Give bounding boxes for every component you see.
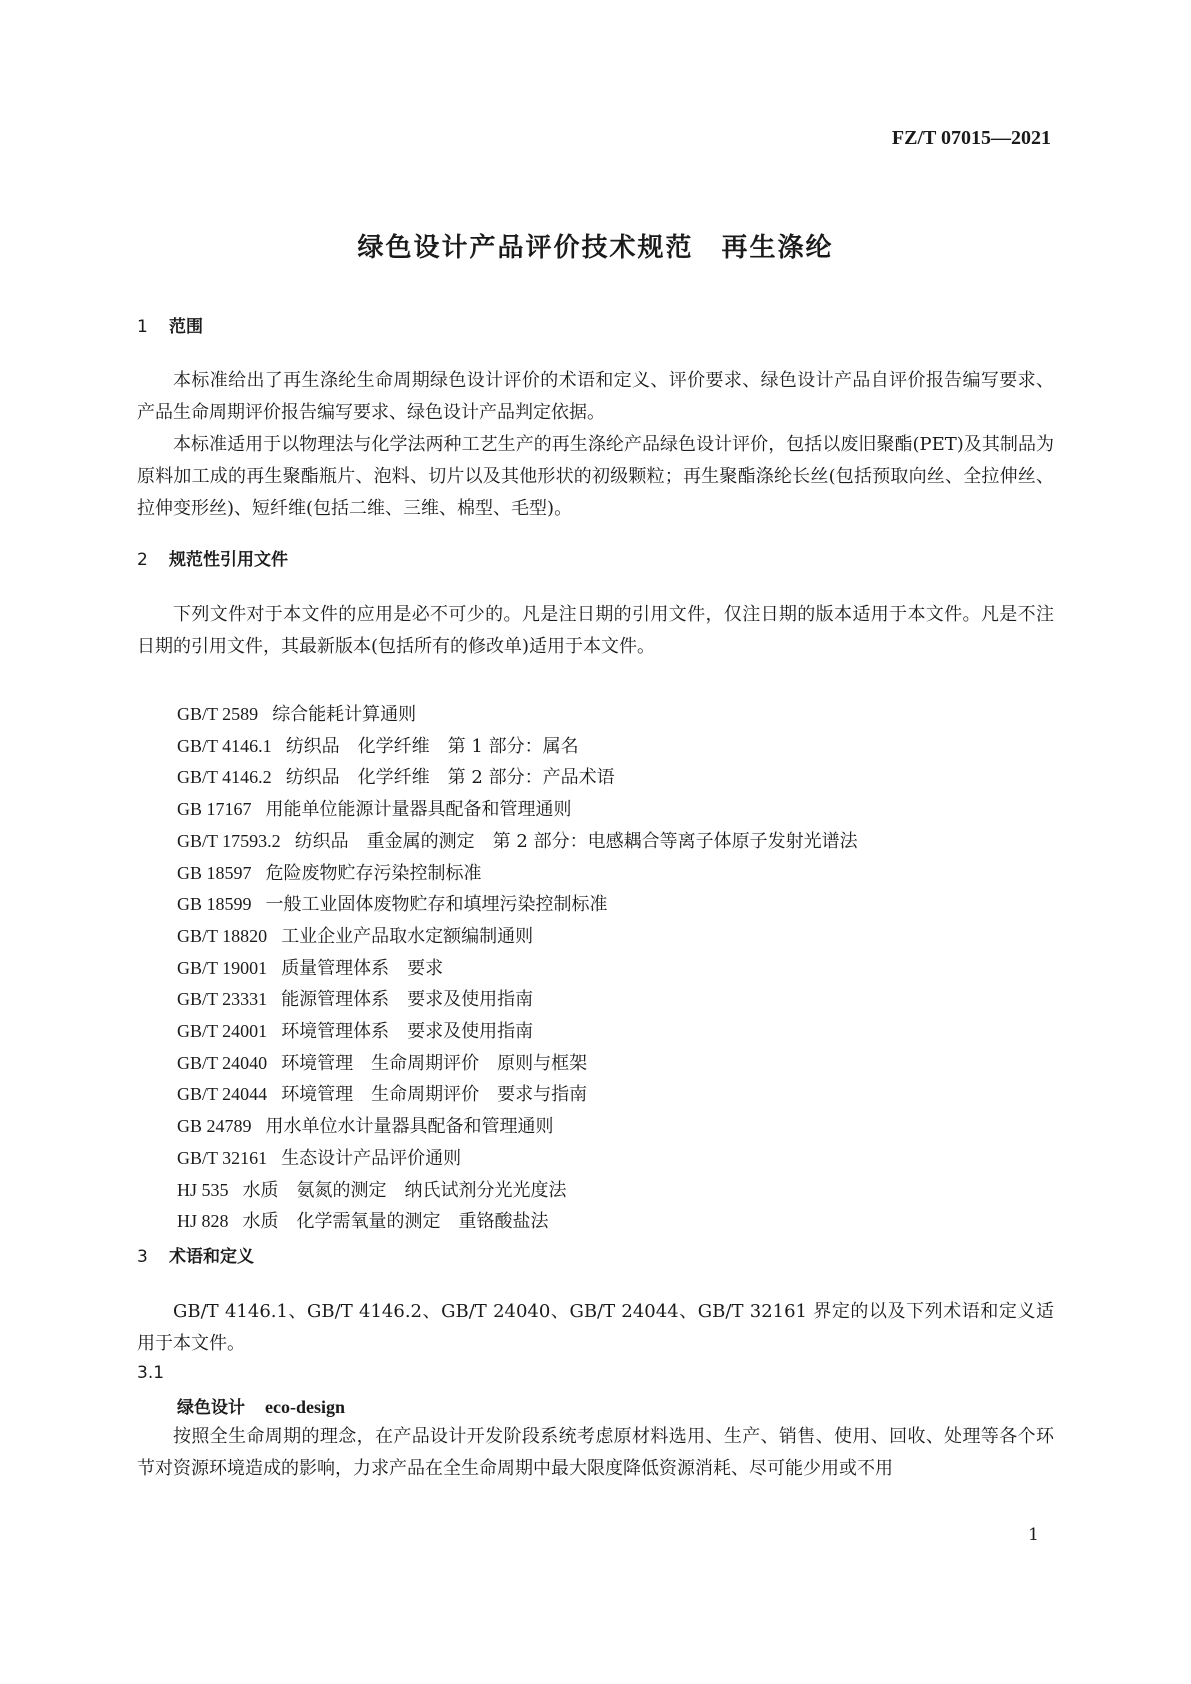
reference-item: [177, 889, 858, 921]
term-chinese: 绿色设计: [177, 1398, 245, 1418]
section-title: 范围: [169, 317, 203, 337]
reference-name: 环境管理体系 要求及使用指南: [281, 1021, 534, 1043]
reference-name: 纺织品 重金属的测定 第 2 部分：电感耦合等离子体原子发射光谱法: [294, 830, 858, 852]
normative-references-intro: 下列文件对于本文件的应用是必不可少的。凡是注日期的引用文件，仅注日期的版本适用于本文件。凡是不注日期的引用文件，其最新版本(包括所有的修改单)适用于本文件。: [137, 604, 1054, 657]
reference-item: [177, 1111, 858, 1143]
reference-item: [177, 1175, 858, 1207]
reference-name: 环境管理 生命周期评价 要求与指南: [281, 1084, 588, 1106]
reference-name: 生态设计产品评价通则: [281, 1147, 462, 1169]
reference-item: [177, 1143, 858, 1175]
reference-code: GB/T 18820: [177, 925, 268, 946]
reference-item: [177, 1206, 858, 1238]
standard-number: FZ/T 07015—2021: [891, 127, 1051, 149]
reference-item: [177, 794, 858, 826]
reference-code: GB/T 4146.2: [177, 767, 272, 788]
reference-item: [177, 762, 858, 794]
section-3-heading: [137, 1242, 254, 1267]
reference-code: GB/T 23331: [177, 989, 268, 1010]
reference-item: [177, 984, 858, 1016]
term-definition: 按照全生命周期的理念，在产品设计开发阶段系统考虑原材料选用、生产、销售、使用、回收、处理等各个环节对资源环境造成的影响，力求产品在全生命周期中最大限度降低资源消耗、尽可能少用或不用: [137, 1426, 1054, 1479]
terms-intro: GB/T 4146.1、GB/T 4146.2、GB/T 24040、GB/T 24044、GB/T 32161 界定的以及下列术语和定义适用于本文件。: [137, 1301, 1054, 1354]
reference-list: [177, 699, 858, 1238]
reference-name: 综合能耗计算通则: [272, 704, 417, 725]
term-english: eco-design: [265, 1397, 345, 1417]
reference-code: GB 17167: [177, 799, 252, 820]
section-title: 规范性引用文件: [169, 550, 288, 570]
reference-code: GB/T 17593.2: [177, 830, 281, 851]
reference-code: HJ 535: [177, 1179, 229, 1200]
section-1-heading: [137, 312, 203, 337]
reference-name: 水质 氨氮的测定 纳氏试剂分光光度法: [242, 1179, 567, 1201]
page-number: 1: [1028, 1525, 1039, 1545]
reference-name: 危险废物贮存污染控制标准: [265, 862, 482, 884]
reference-item: [177, 921, 858, 953]
reference-code: GB 24789: [177, 1116, 252, 1137]
reference-code: GB 18599: [177, 894, 252, 915]
reference-code: GB/T 24001: [177, 1021, 268, 1042]
reference-code: HJ 828: [177, 1211, 229, 1232]
scope-paragraph-1: 本标准给出了再生涤纶生命周期绿色设计评价的术语和定义、评价要求、绿色设计产品自评价报告编写要求、产品生命周期评价报告编写要求、绿色设计产品判定依据。: [137, 370, 1054, 423]
section-number: 2: [137, 550, 148, 570]
reference-name: 环境管理 生命周期评价 原则与框架: [281, 1052, 588, 1074]
term-entry: [177, 1393, 345, 1418]
reference-code: GB/T 2589: [177, 704, 259, 724]
reference-code: GB/T 19001: [177, 957, 268, 978]
section-2-heading: [137, 545, 288, 570]
reference-item: [177, 1079, 858, 1111]
reference-item: [177, 858, 858, 890]
reference-name: 能源管理体系 要求及使用指南: [281, 989, 534, 1011]
reference-item: [177, 699, 858, 731]
reference-name: 用能单位能源计量器具配备和管理通则: [265, 799, 572, 821]
document-title: 绿色设计产品评价技术规范 再生涤纶: [357, 233, 834, 263]
reference-item: [177, 1048, 858, 1080]
reference-code: GB/T 32161: [177, 1147, 268, 1168]
reference-name: 工业企业产品取水定额编制通则: [281, 925, 534, 947]
reference-code: GB/T 4146.1: [177, 735, 272, 756]
reference-name: 纺织品 化学纤维 第 2 部分：产品术语: [285, 767, 615, 789]
reference-item: [177, 1016, 858, 1048]
reference-item: [177, 826, 858, 858]
clause-number: 3.1: [137, 1363, 165, 1383]
reference-code: GB/T 24044: [177, 1084, 268, 1105]
scope-paragraph-2: 本标准适用于以物理法与化学法两种工艺生产的再生涤纶产品绿色设计评价，包括以废旧聚酯(PET)及其制品为原料加工成的再生聚酯瓶片、泡料、切片以及其他形状的初级颗粒；再生聚酯涤纶长丝(包括预取向丝、全拉伸丝、拉伸变形丝)、短纤维(包括二维、三维、棉型、毛型)。: [137, 434, 1054, 519]
section-number: 1: [137, 317, 148, 337]
reference-item: [177, 731, 858, 763]
section-number: 3: [137, 1247, 148, 1267]
reference-name: 质量管理体系 要求: [281, 957, 444, 979]
reference-name: 一般工业固体废物贮存和填埋污染控制标准: [265, 894, 608, 916]
reference-name: 纺织品 化学纤维 第 1 部分：属名: [285, 735, 579, 757]
reference-name: 水质 化学需氧量的测定 重铬酸盐法: [242, 1211, 549, 1233]
reference-code: GB 18597: [177, 862, 252, 883]
reference-code: GB/T 24040: [177, 1052, 268, 1073]
reference-name: 用水单位水计量器具配备和管理通则: [265, 1116, 554, 1138]
reference-item: [177, 953, 858, 985]
section-title: 术语和定义: [169, 1247, 254, 1267]
